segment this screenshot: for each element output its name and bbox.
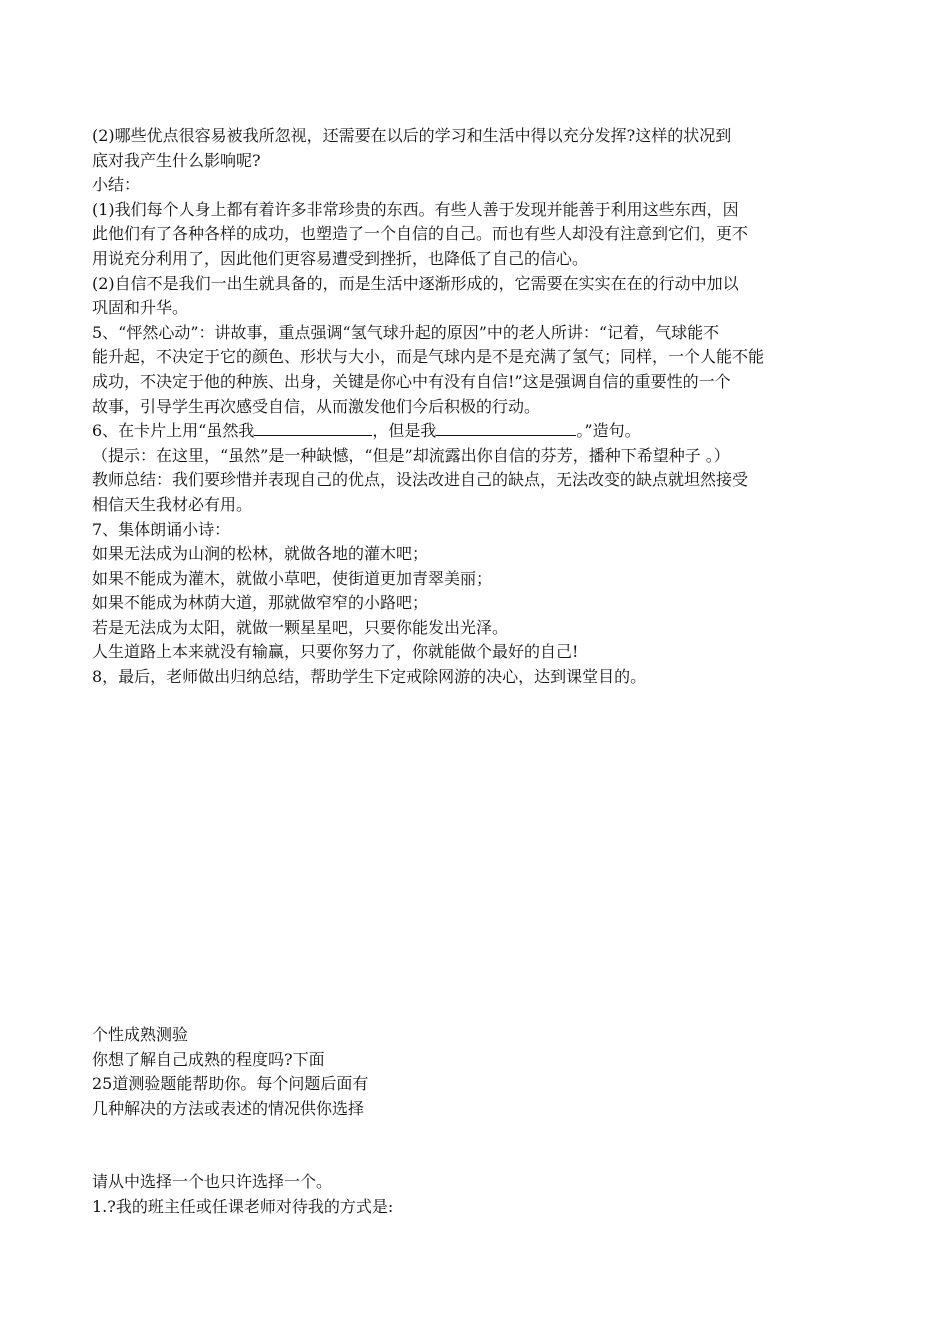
text-line: 用说充分利用了，因此他们更容易遭受到挫折，也降低了自己的信心。 <box>92 248 589 268</box>
text-line: 25道测验题能帮助你。每个问题后面有 <box>92 1074 369 1094</box>
poem-line: 人生道路上本来就没有输赢，只要你努力了，你就能做个最好的自己! <box>92 642 579 662</box>
quiz-intro <box>92 1023 872 1121</box>
sentence-part-1: 6、在卡片上用“虽然我 <box>92 421 255 441</box>
text-line: 相信天生我材必有用。 <box>92 494 253 514</box>
sentence-exercise-line <box>92 419 872 444</box>
poem-line: 若是无法成为太阳，就做一颗星星吧，只要你能发出光泽。 <box>92 617 509 637</box>
text-line: 成功，不决定于他的种族、出身，关键是你心中有没有自信!”这是强调自信的重要性的一个 <box>92 371 731 391</box>
fill-blank-1 <box>254 420 372 436</box>
quiz-instructions <box>92 1170 872 1219</box>
text-line: 7、集体朗诵小诗： <box>92 519 231 539</box>
text-line: 此他们有了各种各样的成功，也塑造了一个自信的自己。而也有些人却没有注意到它们，更不 <box>92 224 749 244</box>
text-line: (1)我们每个人身上都有着许多非常珍贵的东西。有些人善于发现并能善于利用这些东西，因 <box>92 199 739 219</box>
text-line: 教师总结：我们要珍惜并表现自己的优点，设法改进自己的缺点，无法改变的缺点就坦然接受 <box>92 470 749 490</box>
text-line: (2)哪些优点很容易被我所忽视，还需要在以后的学习和生活中得以充分发挥?这样的状况到 <box>92 126 732 145</box>
sentence-part-3: 。”造句。 <box>576 421 641 441</box>
text-line: （提示：在这里，“虽然”是一种缺憾，“但是”却流露出你自信的芬芳，播种下希望种子 。） <box>92 445 730 465</box>
text-line: 请从中选择一个也只许选择一个。 <box>92 1172 333 1191</box>
poem-line: 如果无法成为山涧的松林，就做各地的灌木吧； <box>92 544 429 564</box>
question-line: 1.?我的班主任或任课老师对待我的方式是: <box>92 1196 394 1216</box>
quiz-title: 个性成熟测验 <box>92 1025 189 1044</box>
poem-line: 如果不能成为林荫大道，那就做窄窄的小路吧； <box>92 593 429 613</box>
text-line: 8，最后，老师做出归纳总结，帮助学生下定戒除网游的决心，达到课堂目的。 <box>92 667 647 687</box>
text-line: 5、“怦然心动”：讲故事，重点强调“氢气球升起的原因”中的老人所讲：“记着，气球能不 <box>92 322 720 342</box>
fill-blank-2 <box>436 420 576 436</box>
text-line: 几种解决的方法或表述的情况供你选择 <box>92 1098 365 1118</box>
text-line: (2)自信不是我们一出生就具备的，而是生活中逐渐形成的，它需要在实实在在的行动中加以 <box>92 273 739 293</box>
poem-line: 如果不能成为灌木，就做小草吧，使街道更加青翠美丽； <box>92 568 493 588</box>
text-line: 小结： <box>92 175 141 195</box>
text-line: 你想了解自己成熟的程度吗?下面 <box>92 1049 325 1069</box>
text-line: 能升起，不决定于它的颜色、形状与大小，而是气球内是不是充满了氢气；同样，一个人能不能 <box>92 347 765 367</box>
text-line: 巩固和升华。 <box>92 298 189 318</box>
lesson-body <box>92 124 872 690</box>
text-line: 故事，引导学生再次感受自信，从而激发他们今后积极的行动。 <box>92 396 541 416</box>
text-line: 底对我产生什么影响呢? <box>92 150 261 170</box>
sentence-part-2: ，但是我 <box>372 421 437 441</box>
